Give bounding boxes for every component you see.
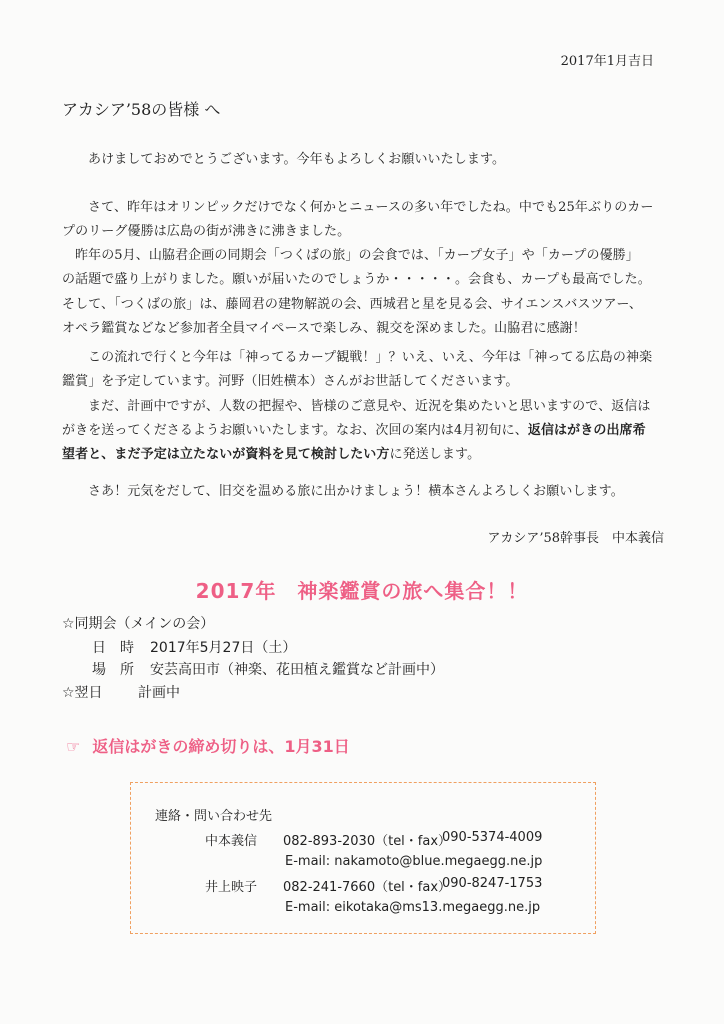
pointing-hand-icon: ☞ (66, 737, 81, 756)
text-segment: に発送します。 (389, 447, 481, 463)
contact-email[interactable]: E-mail: eikotaka@ms13.megaegg.ne.jp (285, 900, 541, 915)
nextday-value: 計画中 (138, 685, 180, 701)
nextday-label: ☆翌日 (62, 685, 103, 701)
headline: 2017年 神楽鑑賞の旅へ集合！！ (195, 579, 529, 603)
paragraph-line: 昨年の5月、山脇君企画の同期会「つくばの旅」の会食では、「カープ女子」や「カープの優勝」 (75, 248, 639, 263)
closing-paragraph: さあ！元気をだして、旧交を温める旅に出かけましょう！横本さんよろしくお願いします。 (88, 484, 624, 499)
contact-mobile: 090-5374-4009 (442, 830, 543, 845)
contact-title: 連絡・問い合わせ先 (155, 809, 273, 824)
contact-email[interactable]: E-mail: nakamoto@blue.megaegg.ne.jp (285, 854, 543, 869)
paragraph-line: の話題で盛り上がりました。願いが届いたのでしょうか・・・・・。会食も、カープも最高でした。 (62, 272, 651, 288)
paragraph-line: さて、昨年はオリンピックだけでなく何かとニュースの多い年でしたね。中でも25年ぶりのカー (88, 200, 654, 215)
paragraph-line: プのリーグ優勝は広島の街が沸きに沸きました。 (62, 224, 351, 240)
text-segment: がきを送ってくださるようお願いいたします。なお、次回の案内は4月初旬に、 (62, 422, 528, 438)
addressee: アカシア’58の皆様 へ (62, 100, 221, 119)
contact-phone: 082-893-2030（tel・fax） (283, 834, 452, 849)
event-place-value: 安芸高田市（神楽、花田植え鑑賞など計画中） (150, 662, 444, 678)
bold-text-segment: 望者と、まだ予定は立たないが資料を見て検討したい方 (62, 447, 390, 463)
contact-phone: 082-241-7660（tel・fax） (283, 880, 452, 895)
paragraph-line: オペラ鑑賞などなど参加者全員マイペースで楽しみ、親交を深めました。山脇君に感謝！ (62, 320, 586, 336)
meeting-label: ☆同期会（メインの会） (62, 616, 215, 632)
paragraph-line: そして、「つくばの旅」は、藤岡君の建物解説の会、西城君と星を見る会、サイエンスバスツアー、 (62, 296, 643, 312)
event-date-value: 2017年5月27日（土） (150, 640, 297, 656)
event-place-label: 場 所 (92, 662, 134, 678)
deadline-notice (66, 734, 350, 757)
contact-name: 井上映子 (205, 880, 258, 895)
paragraph-line: この流れで行くと今年は「神ってるカープ観戦！」？いえ、いえ、今年は「神ってる広島の神楽 (88, 350, 653, 365)
contact-name: 中本義信 (205, 834, 258, 849)
bold-text-segment: 返信はがきの出席希 (527, 422, 646, 438)
signature: アカシア’58幹事長 中本義信 (487, 531, 664, 546)
event-date-label: 日 時 (92, 640, 134, 656)
contact-mobile: 090-8247-1753 (442, 876, 543, 891)
letter-date: 2017年1月吉日 (560, 54, 654, 69)
deadline-text: 返信はがきの締め切りは、1月31日 (92, 737, 350, 756)
paragraph-kagura (62, 346, 652, 467)
paragraph-tsukuba (62, 244, 651, 341)
paragraph-line: まだ、計画中ですが、人数の把握や、皆様のご意見や、近況を集めたいと思いますので、返信は (88, 398, 651, 414)
paragraph-olympics (62, 196, 654, 245)
paragraph-line: 鑑賞」を予定しています。河野（旧姓横本）さんがお世話してくださいます。 (62, 374, 519, 390)
paragraph-line (62, 419, 652, 443)
greeting-paragraph: あけましておめでとうございます。今年もよろしくお願いいたします。 (88, 152, 506, 167)
paragraph-line (62, 443, 652, 467)
